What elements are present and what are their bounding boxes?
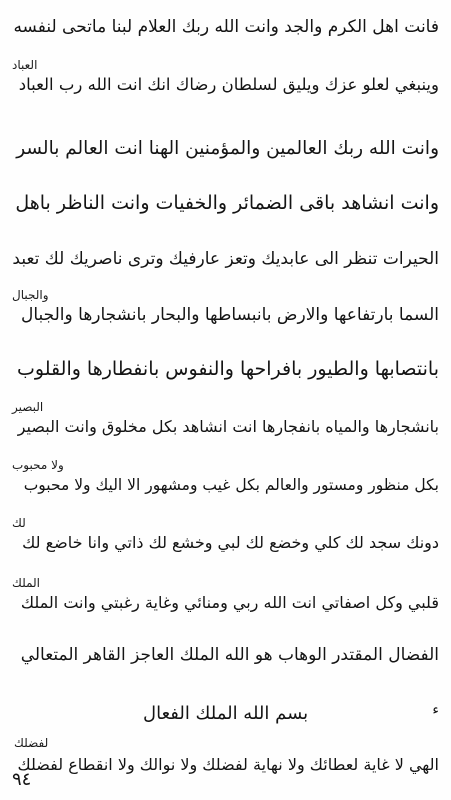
margin-note-4: ولا محبوب [12, 458, 64, 472]
manuscript-line-2: وينبغي لعلو عزك ويليق لسلطان رضاك انك انت الله رب العباد [18, 75, 439, 94]
margin-note-3: البصير [12, 400, 44, 414]
manuscript-line-3: وانت الله ربك العالمين والمؤمنين الهنا انت العالم بالسر [16, 138, 439, 159]
manuscript-line-11: قلبي وكل اصفاتي انت الله ربي ومنائي وغاية رغبتي وانت الملك [20, 593, 439, 612]
manuscript-line-13: الهي لا غاية لعطائك ولا نهاية لفضلك ولا نوالك ولا انقطاع لفضلك [17, 755, 439, 774]
manuscript-line-10: دونك سجد لك كلي وخضع لك لبي وخشع لك ذاتي وانا خاضع لك [22, 533, 439, 552]
manuscript-line-7: بانتصابها والطيور بافراحها والنفوس بانفطارها والقلوب [17, 358, 439, 380]
manuscript-line-12: الفضال المقتدر الوهاب هو الله الملك العاجز القاهر المتعالي [20, 645, 439, 665]
section-heading: بسم الله الملك الفعال [143, 703, 309, 724]
page-number: ٩٤ [12, 769, 32, 790]
margin-note-7: لفضلك [14, 736, 49, 750]
manuscript-line-9: بكل منظور ومستور والعالم بكل غيب ومشهور الا اليك ولا محبوب [23, 476, 439, 494]
margin-note-5: لك [12, 516, 26, 530]
section-marker: ء [432, 702, 439, 718]
margin-note-1: العباد [12, 58, 38, 72]
margin-note-6: الملك [12, 576, 41, 590]
manuscript-line-1: فانت اهل الكرم والجد وانت الله ربك العلام لبنا ماتحى لنفسه [13, 17, 439, 37]
manuscript-line-8: بانشجارها والمياه بانفجارها انت انشاهد بكل مخلوق وانت البصير [17, 417, 439, 436]
manuscript-line-6: السما بارتفاعها والارض بانبساطها والبحار بانشجارها والجبال [20, 305, 439, 325]
margin-note-2: والجبال [12, 288, 49, 302]
manuscript-line-4: وانت انشاهد باقى الضمائر والخفيات وانت الناظر باهل [15, 192, 439, 214]
manuscript-line-5: الحيرات تنظر الى عابديك وتعز عارفيك وترى ناصريك لك تعبد [12, 249, 439, 269]
